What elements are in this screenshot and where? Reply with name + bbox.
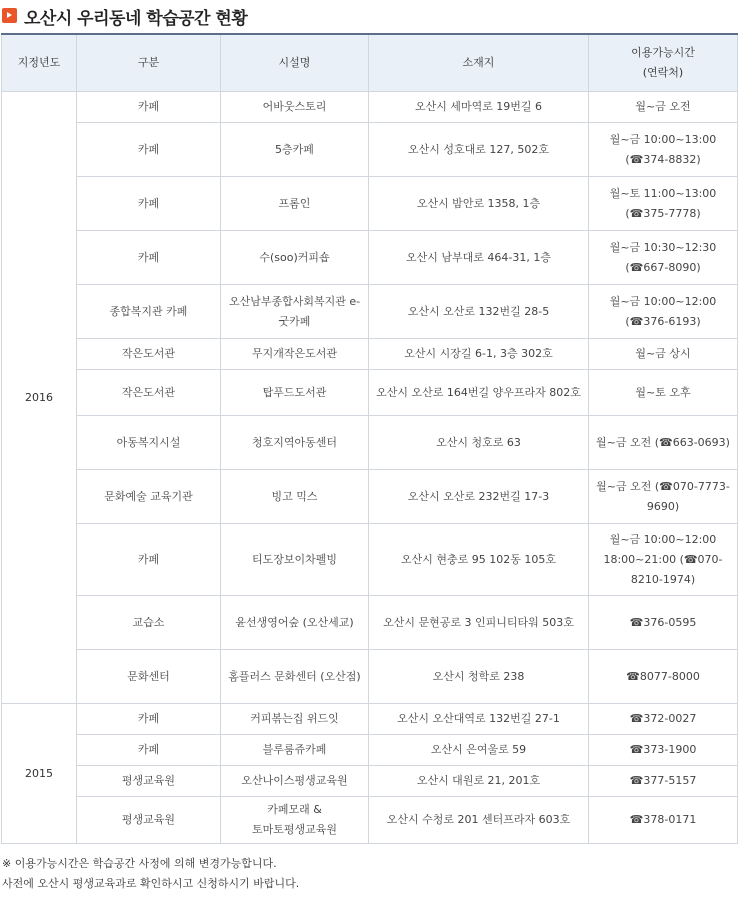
table-row: [2, 231, 738, 285]
type-cell: 작은도서관: [77, 339, 221, 370]
location-cell: 오산시 수청로 201 센터프라자 603호: [369, 797, 589, 844]
table-row: [2, 524, 738, 596]
table-row: [2, 123, 738, 177]
hours-cell: ☎376-0595: [589, 596, 738, 650]
location-cell: 오산시 청학로 238: [369, 650, 589, 704]
location-cell: 오산시 은여울로 59: [369, 735, 589, 766]
table-row: [2, 339, 738, 370]
facility-cell: 프롬인: [221, 177, 369, 231]
hours-cell: 월~금 오전 (☎070-7773-9690): [589, 470, 738, 524]
learning-space-table: [1, 33, 738, 844]
chevron-right-icon: [2, 8, 17, 23]
table-row: [2, 416, 738, 470]
location-cell: 오산시 오산로 132번길 28-5: [369, 285, 589, 339]
table-header-row: [2, 34, 738, 92]
hours-cell: 월~금 오전: [589, 92, 738, 123]
year-cell: 2016: [2, 92, 77, 704]
type-cell: 교습소: [77, 596, 221, 650]
table-row: [2, 766, 738, 797]
page-title: 오산시 우리동네 학습공간 현황: [24, 9, 248, 29]
location-cell: 오산시 오산대역로 132번길 27-1: [369, 704, 589, 735]
header-location: 소재지: [369, 34, 589, 92]
year-cell: 2015: [2, 704, 77, 844]
footnote-line-1: ※ 이용가능시간은 학습공간 사정에 의해 변경가능합니다.: [2, 857, 277, 870]
location-cell: 오산시 성호대로 127, 502호: [369, 123, 589, 177]
type-cell: 평생교육원: [77, 797, 221, 844]
type-cell: 문화예술 교육기관: [77, 470, 221, 524]
footnote-line-2: 사전에 오산시 평생교육과로 확인하시고 신청하시기 바랍니다.: [2, 877, 300, 890]
type-cell: 카페: [77, 177, 221, 231]
facility-cell: 티도장보이차펠빙: [221, 524, 369, 596]
type-cell: 카페: [77, 735, 221, 766]
location-cell: 오산시 오산로 232번길 17-3: [369, 470, 589, 524]
table-row: [2, 285, 738, 339]
hours-cell: ☎372-0027: [589, 704, 738, 735]
hours-cell: 월~금 10:00~12:00 18:00~21:00 (☎070-8210-1974): [589, 524, 738, 596]
facility-cell: 홈플러스 문화센터 (오산점): [221, 650, 369, 704]
facility-cell: 5층카페: [221, 123, 369, 177]
hours-cell: 월~금 10:00~13:00 (☎374-8832): [589, 123, 738, 177]
facility-cell: 윤선생영어숲 (오산세교): [221, 596, 369, 650]
table-row: [2, 735, 738, 766]
facility-cell: 카페모래 & 토마토평생교육원: [221, 797, 369, 844]
facility-cell: 어바웃스토리: [221, 92, 369, 123]
facility-cell: 청호지역아동센터: [221, 416, 369, 470]
type-cell: 종합복지관 카페: [77, 285, 221, 339]
type-cell: 문화센터: [77, 650, 221, 704]
location-cell: 오산시 오산로 164번길 양우프라자 802호: [369, 370, 589, 416]
hours-cell: 월~금 10:30~12:30 (☎667-8090): [589, 231, 738, 285]
type-cell: 카페: [77, 524, 221, 596]
type-cell: 작은도서관: [77, 370, 221, 416]
location-cell: 오산시 시장길 6-1, 3층 302호: [369, 339, 589, 370]
hours-cell: 월~토 11:00~13:00 (☎375-7778): [589, 177, 738, 231]
location-cell: 오산시 남부대로 464-31, 1층: [369, 231, 589, 285]
facility-cell: 탑푸드도서관: [221, 370, 369, 416]
page-header: [0, 0, 740, 32]
table-row: [2, 650, 738, 704]
table-row: [2, 596, 738, 650]
hours-cell: ☎8077-8000: [589, 650, 738, 704]
hours-cell: ☎377-5157: [589, 766, 738, 797]
facility-cell: 커피볶는집 위드잇: [221, 704, 369, 735]
location-cell: 오산시 현충로 95 102동 105호: [369, 524, 589, 596]
type-cell: 아동복지시설: [77, 416, 221, 470]
location-cell: 오산시 세마역로 19번길 6: [369, 92, 589, 123]
hours-cell: ☎373-1900: [589, 735, 738, 766]
location-cell: 오산시 문현공로 3 인피니티타워 503호: [369, 596, 589, 650]
location-cell: 오산시 대원로 21, 201호: [369, 766, 589, 797]
facility-cell: 오산남부종합사회복지관 e-굿카페: [221, 285, 369, 339]
type-cell: 카페: [77, 92, 221, 123]
table-row: [2, 797, 738, 844]
facility-cell: 오산나이스평생교육원: [221, 766, 369, 797]
location-cell: 오산시 청호로 63: [369, 416, 589, 470]
type-cell: 평생교육원: [77, 766, 221, 797]
table-row: [2, 470, 738, 524]
hours-cell: 월~금 오전 (☎663-0693): [589, 416, 738, 470]
hours-cell: ☎378-0171: [589, 797, 738, 844]
table-row: [2, 92, 738, 123]
header-facility: 시설명: [221, 34, 369, 92]
hours-cell: 월~토 오후: [589, 370, 738, 416]
facility-cell: 빙고 믹스: [221, 470, 369, 524]
hours-cell: 월~금 상시: [589, 339, 738, 370]
header-year: 지정년도: [2, 34, 77, 92]
table-row: [2, 704, 738, 735]
header-type: 구분: [77, 34, 221, 92]
type-cell: 카페: [77, 231, 221, 285]
table-row: [2, 177, 738, 231]
hours-cell: 월~금 10:00~12:00 (☎376-6193): [589, 285, 738, 339]
type-cell: 카페: [77, 123, 221, 177]
table-row: [2, 370, 738, 416]
header-hours: 이용가능시간 (연락처): [589, 34, 738, 92]
location-cell: 오산시 밤안로 1358, 1층: [369, 177, 589, 231]
facility-cell: 블루룸쥬카페: [221, 735, 369, 766]
facility-cell: 무지개작은도서관: [221, 339, 369, 370]
facility-cell: 수(soo)커피숍: [221, 231, 369, 285]
footnote: [2, 854, 299, 894]
type-cell: 카페: [77, 704, 221, 735]
